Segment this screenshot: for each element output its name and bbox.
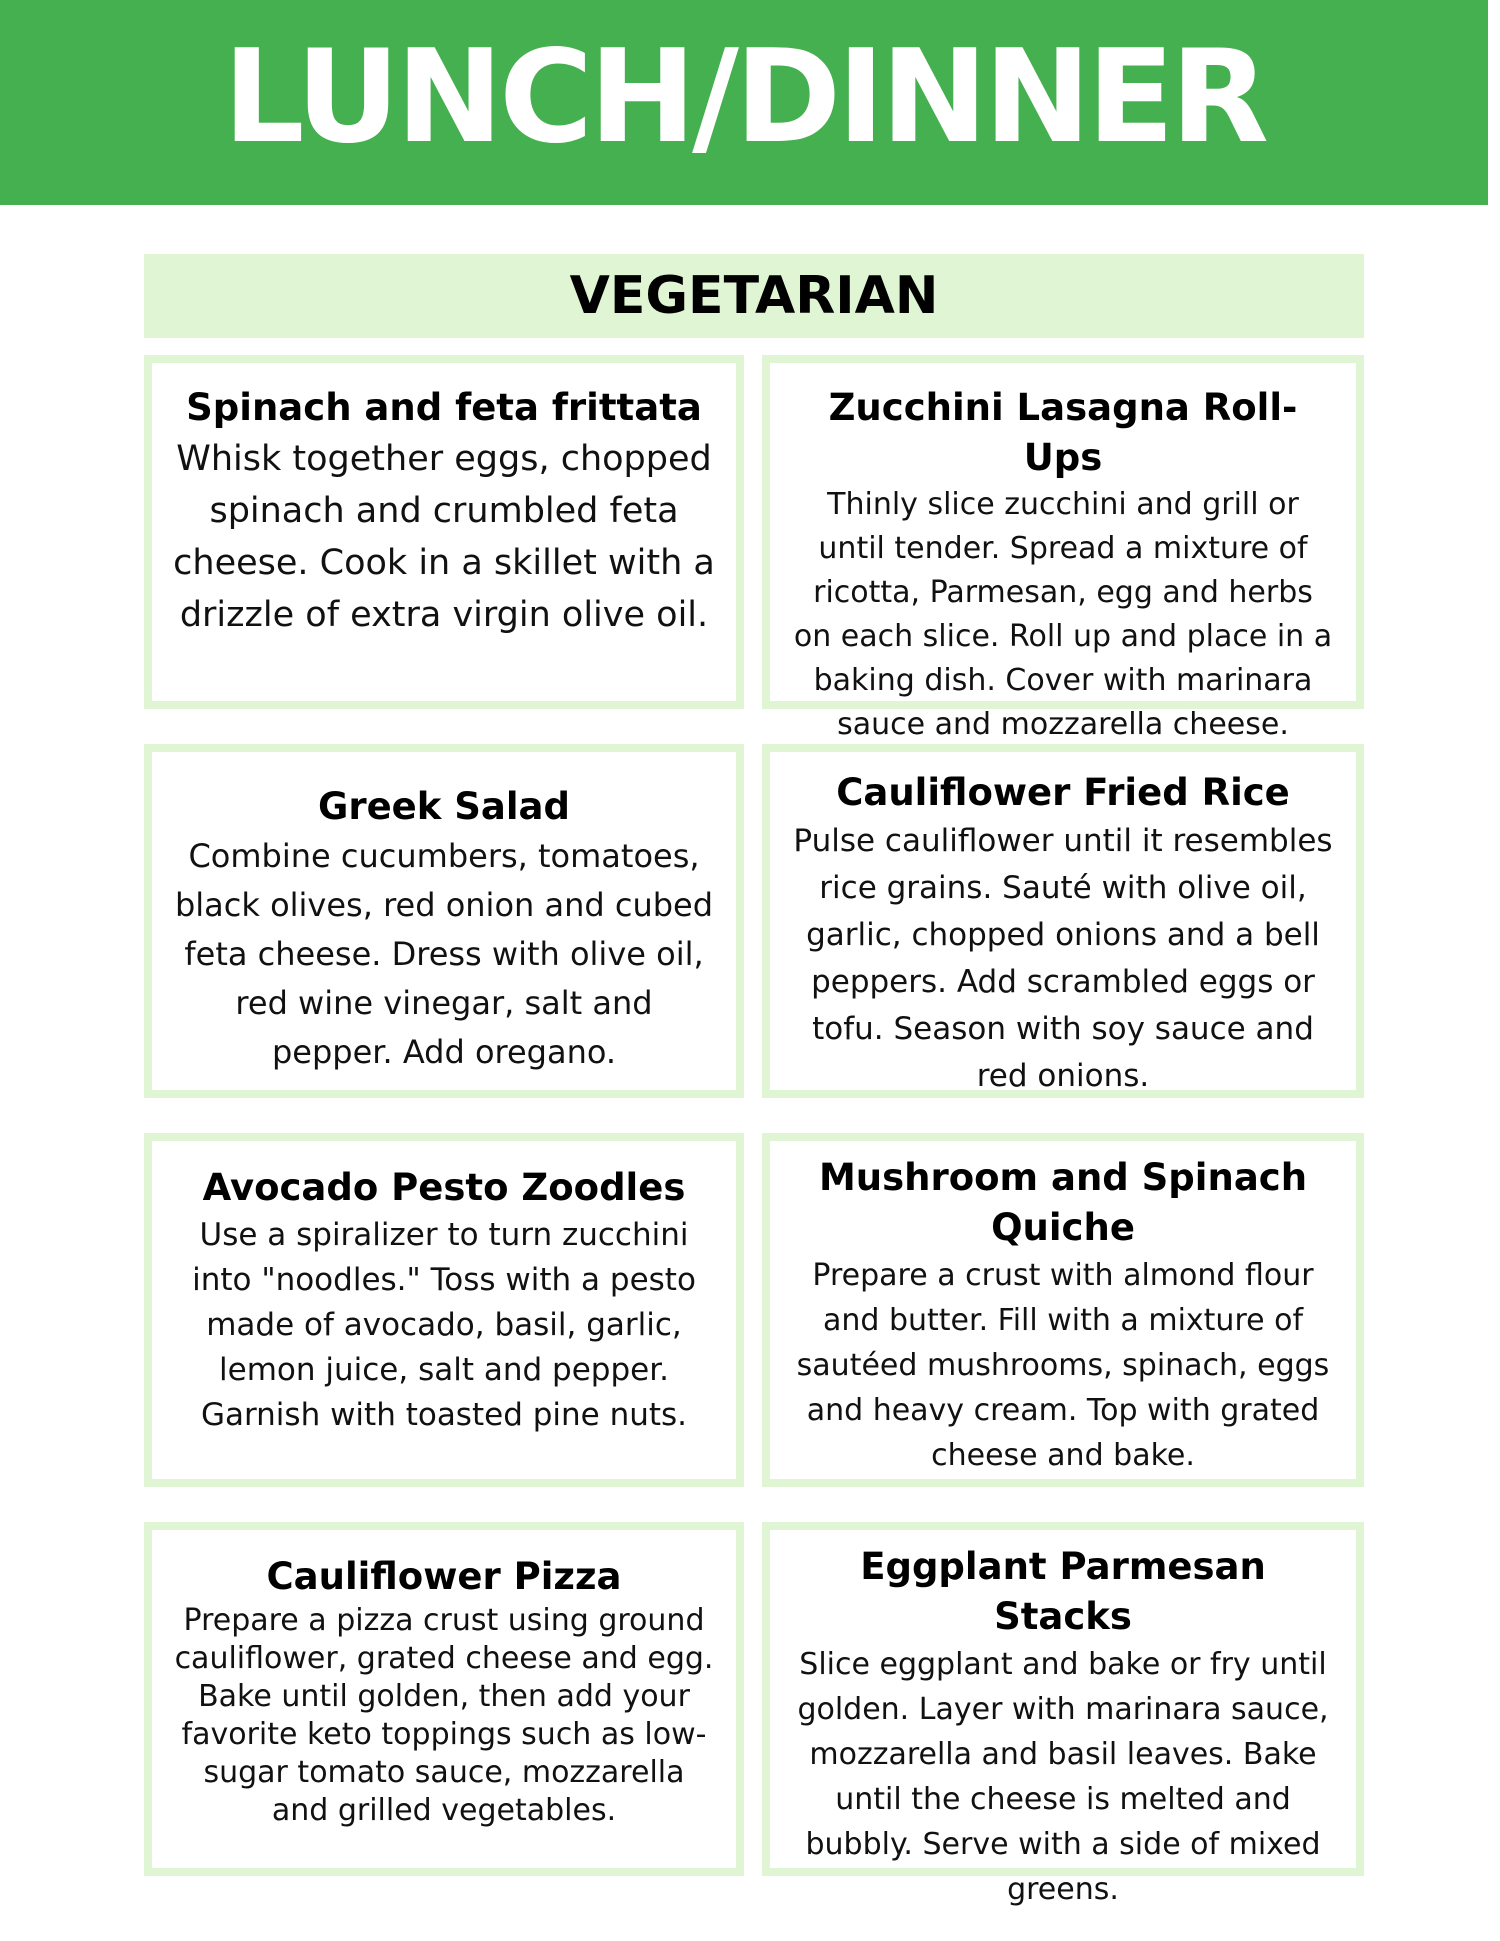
page-header xyxy=(0,0,1488,205)
recipe-description: Combine cucumbers, tomatoes, black olives, red onion and cubed feta cheese. Dress with olive oil, red wine vinegar, salt and pepper. Add oregano. xyxy=(174,837,714,1071)
recipe-title: Avocado Pesto Zoodles xyxy=(202,1166,686,1209)
page-title: LUNCH/DINNER xyxy=(223,22,1265,172)
section-header xyxy=(144,254,1364,338)
recipe-description: Thinly slice zucchini and grill or until tender. Spread a mixture of ricotta, Parmesan, egg and herbs on each slice. Roll up and place in a baking dish. Cover with marinara sauce and mozzarella cheese. xyxy=(793,487,1333,742)
recipe-description: Prepare a crust with almond flour and butter. Fill with a mixture of sautéed mushrooms, spinach, eggs and heavy cream. Top with grated cheese and bake. xyxy=(796,1258,1330,1473)
recipe-description: Pulse cauliflower until it resembles rice grains. Sauté with olive oil, garlic, chopped onions and a bell peppers. Add scrambled eggs or tofu. Season with soy sauce and red onions. xyxy=(793,823,1333,1094)
recipe-title: Mushroom and Spinach Quiche xyxy=(818,1156,1308,1249)
recipe-title: Eggplant Parmesan Stacks xyxy=(860,1545,1266,1638)
recipe-card xyxy=(762,1522,1364,1907)
recipe-title: Greek Salad xyxy=(317,785,571,828)
recipe-title: Cauliflower Fried Rice xyxy=(836,771,1290,814)
recipe-title: Zucchini Lasagna Roll-Ups xyxy=(828,386,1298,479)
recipe-description: Use a spiralizer to turn zucchini into "noodles." Toss with a pesto made of avocado, basil, garlic, lemon juice, salt and pepper. Garnish with toasted pine nuts. xyxy=(192,1217,696,1433)
recipe-card xyxy=(144,744,744,1098)
recipe-card xyxy=(144,355,744,709)
recipe-card xyxy=(762,1133,1364,1487)
recipe-title: Spinach and feta frittata xyxy=(186,386,702,429)
recipe-description: Whisk together eggs, chopped spinach and crumbled feta cheese. Cook in a skillet with a drizzle of extra virgin olive oil. xyxy=(173,439,715,635)
recipe-description: Slice eggplant and bake or fry until golden. Layer with marinara sauce, mozzarella and basil leaves. Bake until the cheese is melted and bubbly. Serve with a side of mixed greens. xyxy=(797,1647,1329,1907)
recipe-description: Prepare a pizza crust using ground cauliflower, grated cheese and egg. Bake until golden, then add your favorite keto toppings such as low-sugar tomato sauce, mozzarella and grilled vegetables. xyxy=(174,1603,714,1828)
recipe-card xyxy=(144,1133,744,1487)
recipe-title: Cauliflower Pizza xyxy=(266,1555,622,1598)
section-title: VEGETARIAN xyxy=(569,266,939,326)
recipe-card xyxy=(762,744,1364,1098)
recipe-card xyxy=(762,355,1364,742)
recipe-card xyxy=(144,1522,744,1876)
